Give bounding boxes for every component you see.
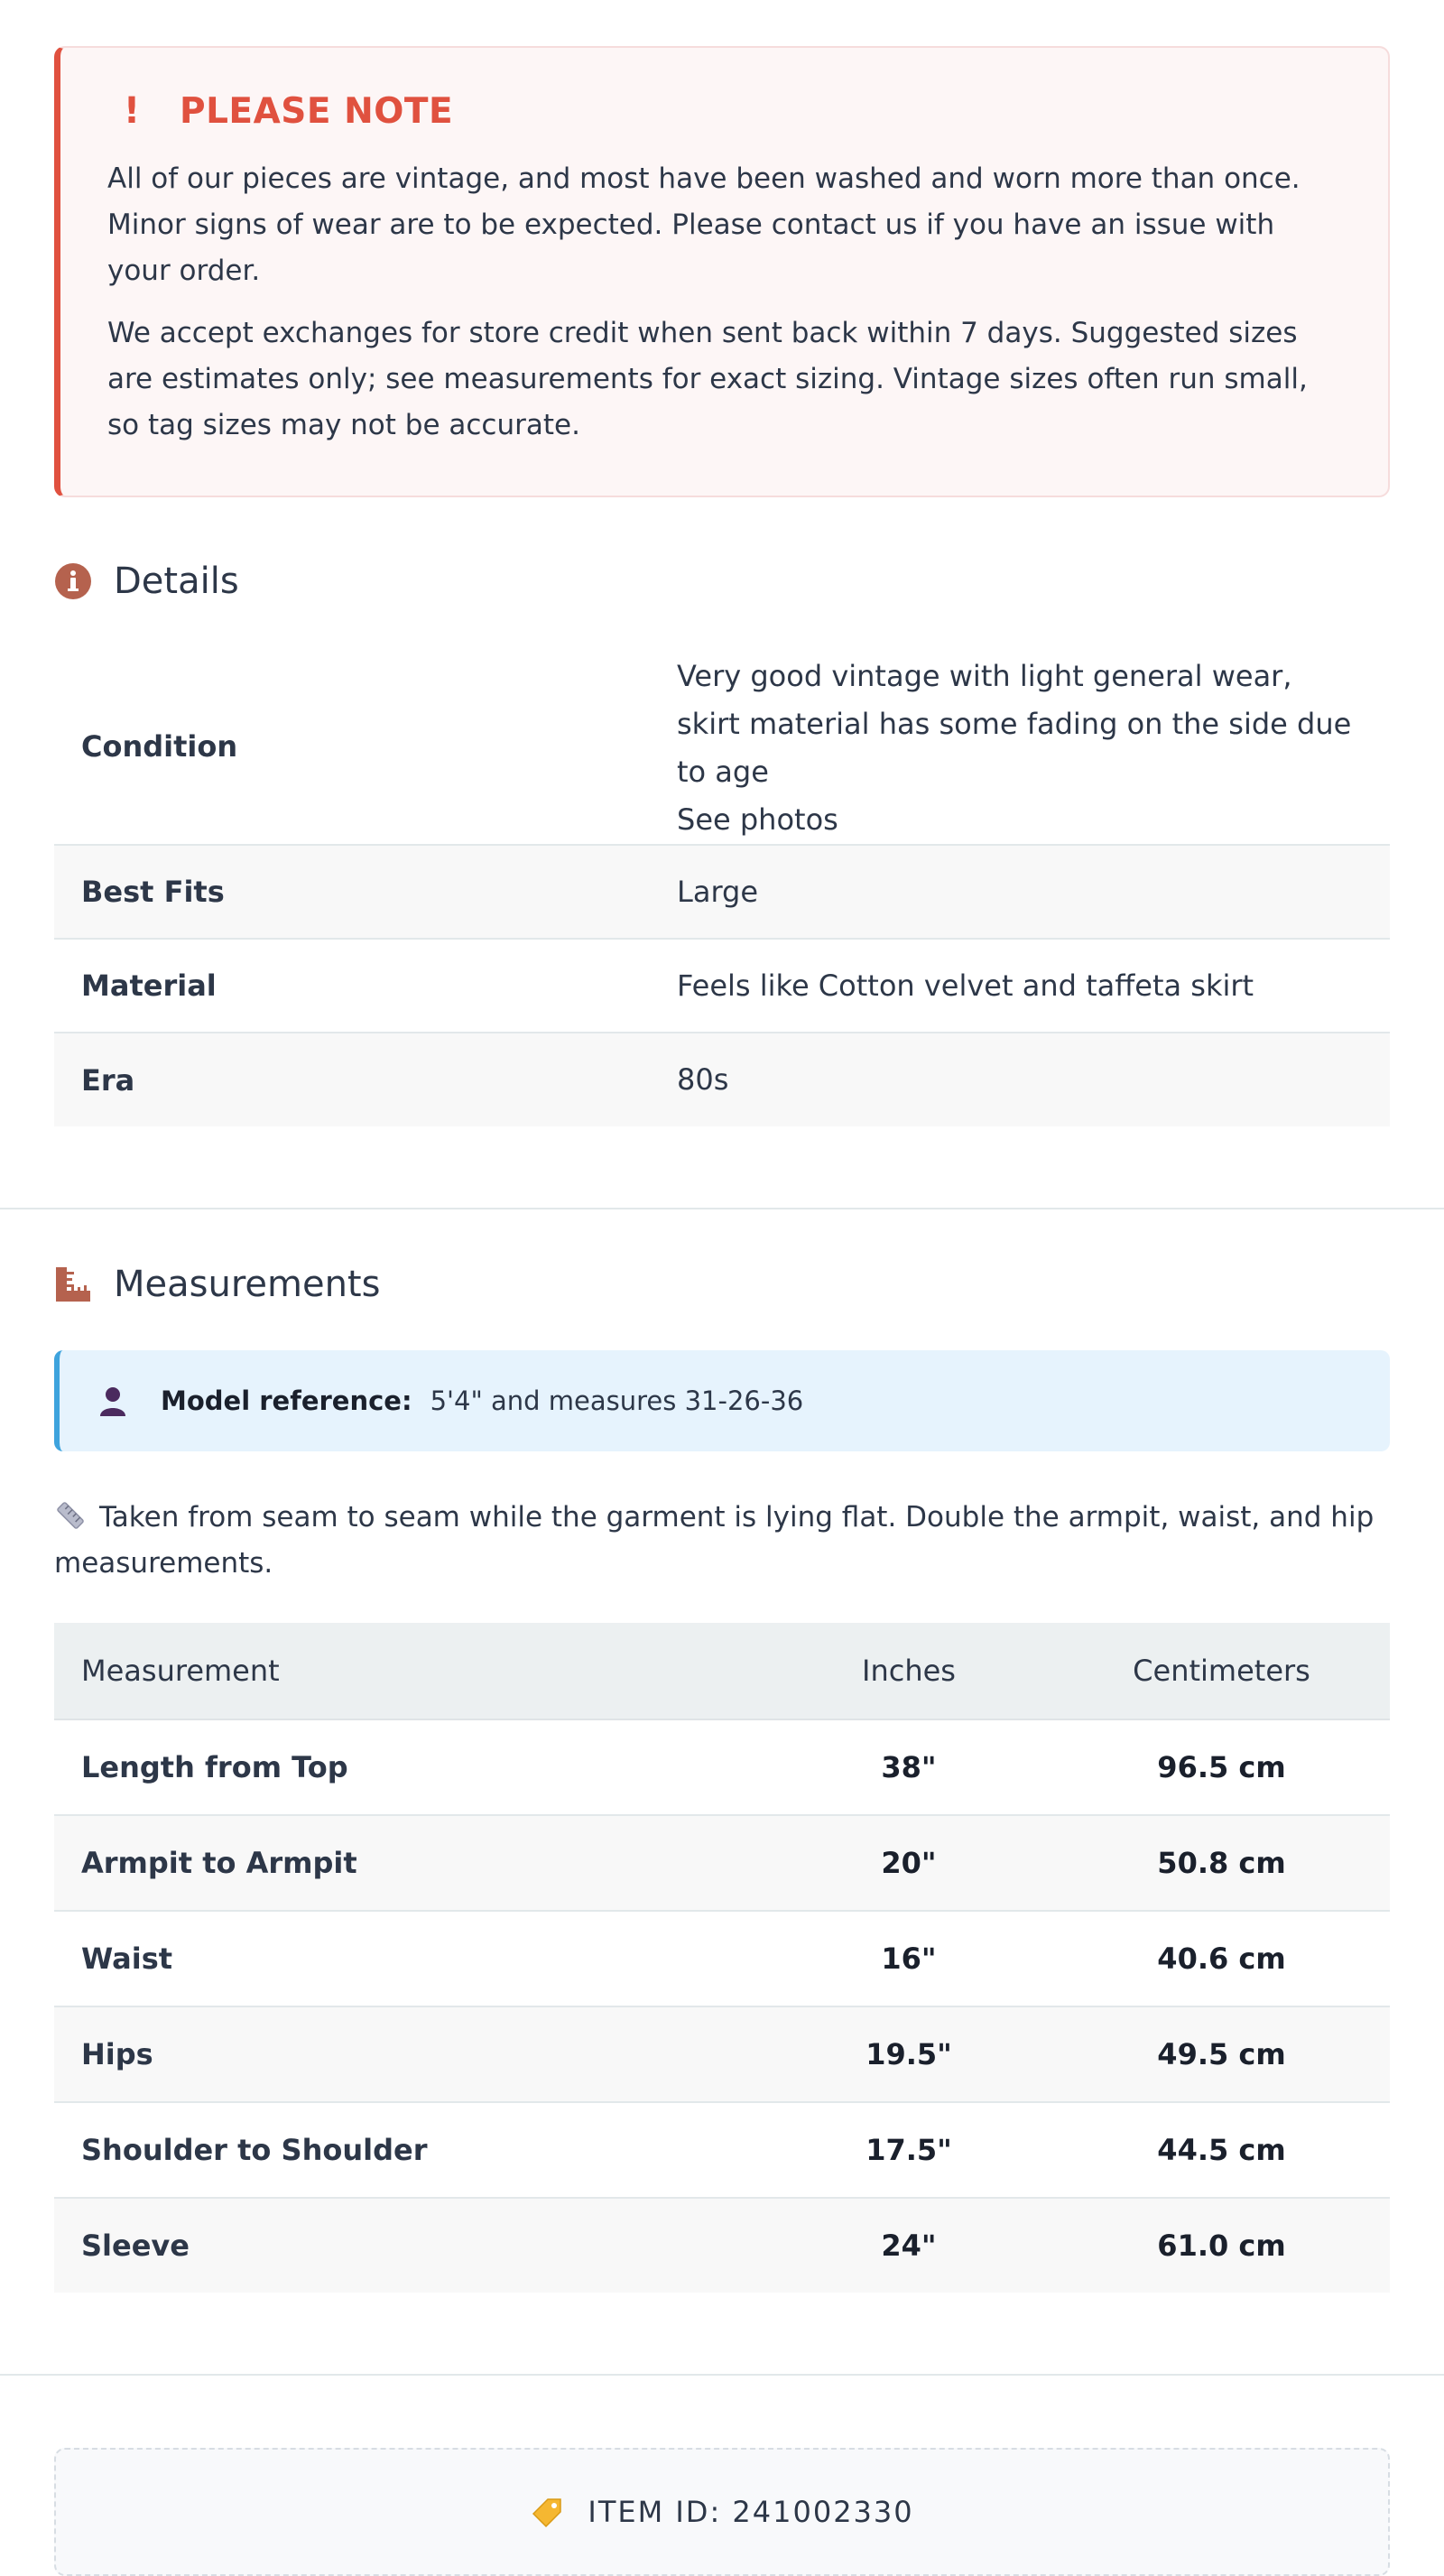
item-id-text: ITEM ID: 241002330: [588, 2495, 914, 2529]
please-note-box: [54, 46, 1390, 497]
detail-key: Material: [81, 968, 217, 1003]
measurement-inches: 38": [881, 1750, 937, 1784]
table-row: [54, 2198, 1390, 2293]
model-reference-value: 5'4" and measures 31-26-36: [430, 1385, 804, 1416]
table-row: [54, 1719, 1390, 1815]
detail-value: Feels like Cotton velvet and taffeta skirt: [677, 968, 1254, 1003]
ruler-icon: [54, 1499, 87, 1532]
measurement-name: Waist: [81, 1941, 173, 1976]
info-icon: [54, 562, 92, 600]
measurements-table: [54, 1623, 1390, 2293]
detail-value: [650, 649, 1390, 845]
measurement-inches: 20": [881, 1846, 937, 1880]
measurement-cm: 50.8 cm: [1157, 1846, 1286, 1880]
person-icon: [97, 1385, 128, 1416]
detail-value-line: See photos: [677, 802, 838, 837]
item-id-box: [54, 2448, 1390, 2576]
detail-value: Large: [677, 874, 759, 909]
product-info: [54, 0, 1390, 1126]
measurement-name: Shoulder to Shoulder: [81, 2133, 428, 2167]
measurement-inches: 19.5": [865, 2037, 952, 2071]
table-row: [54, 845, 1390, 939]
detail-value-line: Very good vintage with light general wear, skirt material has some fading on the side due to age: [677, 659, 1352, 789]
notice-header: [107, 90, 1341, 132]
model-reference-box: [54, 1350, 1390, 1451]
details-title: Details: [114, 561, 239, 602]
column-header-measurement: Measurement: [54, 1623, 764, 1719]
notice-paragraph: We accept exchanges for store credit when sent back within 7 days. Suggested sizes are estimates only; see measurements for exact sizing. Vintage sizes often run small, so tag sizes may not be accurate.: [107, 317, 1308, 441]
column-header-inches: Inches: [764, 1623, 1053, 1719]
tag-icon: [530, 2494, 566, 2530]
table-row: [54, 2006, 1390, 2102]
measurement-note: [54, 1495, 1390, 1587]
model-reference-label: Model reference:: [161, 1385, 412, 1416]
table-row: [54, 1033, 1390, 1126]
measurement-cm: 49.5 cm: [1157, 2037, 1286, 2071]
details-table: [54, 649, 1390, 1126]
measurement-cm: 44.5 cm: [1157, 2133, 1286, 2167]
section-divider: [0, 1208, 1444, 1209]
measurements-section: [54, 1264, 1390, 2293]
section-divider: [0, 2374, 1444, 2376]
ruler-icon: [54, 1265, 92, 1303]
table-row: [54, 939, 1390, 1033]
measurement-inches: 17.5": [865, 2133, 952, 2167]
measurement-name: Length from Top: [81, 1750, 348, 1784]
column-header-centimeters: Centimeters: [1053, 1623, 1390, 1719]
table-row: [54, 2102, 1390, 2198]
measurement-name: Hips: [81, 2037, 153, 2071]
measurements-title: Measurements: [114, 1264, 381, 1305]
notice-title: PLEASE NOTE: [180, 90, 454, 132]
detail-value: 80s: [677, 1062, 729, 1097]
table-row: [54, 649, 1390, 845]
detail-key: Era: [81, 1062, 135, 1098]
measurement-name: Sleeve: [81, 2229, 190, 2263]
exclamation-icon: !: [123, 90, 141, 132]
measurement-inches: 24": [881, 2229, 937, 2263]
measurement-cm: 40.6 cm: [1157, 1941, 1286, 1976]
measurement-inches: 16": [881, 1941, 937, 1976]
measurement-note-text: Taken from seam to seam while the garment is lying flat. Double the armpit, waist, and hip measurements.: [54, 1501, 1375, 1580]
measurement-name: Armpit to Armpit: [81, 1846, 357, 1880]
measurements-heading: [54, 1264, 1390, 1305]
measurement-cm: 61.0 cm: [1157, 2229, 1286, 2263]
detail-key: Condition: [81, 729, 238, 764]
table-row: [54, 1911, 1390, 2006]
detail-key: Best Fits: [81, 875, 225, 909]
notice-paragraph: All of our pieces are vintage, and most have been washed and worn more than once. Minor signs of wear are to be expected. Please contact us if you have an issue with your order.: [107, 162, 1301, 287]
measurement-cm: 96.5 cm: [1157, 1750, 1286, 1784]
table-row: [54, 1815, 1390, 1911]
details-heading: [54, 561, 1390, 602]
table-header-row: [54, 1623, 1390, 1719]
